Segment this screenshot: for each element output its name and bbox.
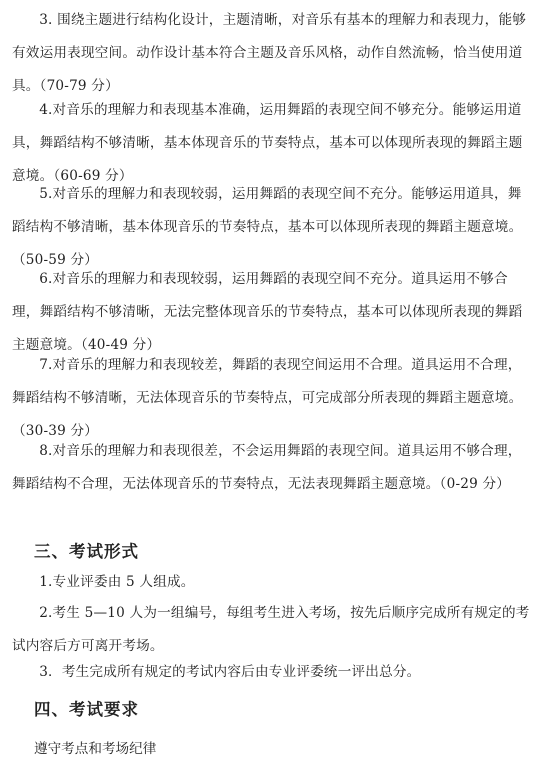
criterion-6: 6.对音乐的理解力和表现较弱，运用舞蹈的表现空间不充分。道具运用不够合理，舞蹈结构不够清晰，无法完整体现音乐的节奏特点，基本可以体现所表现的舞蹈主题意境。（40-49 分）	[12, 271, 523, 353]
exam-requirements-text: 遵守考点和考场纪律	[34, 741, 157, 757]
exam-format-item-1: 1.专业评委由 5 人组成。	[39, 574, 195, 590]
section-heading-exam-requirements: 四、考试要求	[34, 700, 139, 719]
criterion-8: 8.对音乐的理解力和表现很差，不会运用舞蹈的表现空间。道具运用不够合理，舞蹈结构不合理，无法体现音乐的节奏特点，无法表现舞蹈主题意境。（0-29 分）	[12, 443, 522, 492]
criterion-4: 4.对音乐的理解力和表现基本准确，运用舞蹈的表现空间不够充分。能够运用道具，舞蹈结构不够清晰，基本体现音乐的节奏特点，基本可以体现所表现的舞蹈主题意境。（60-69 分）	[12, 102, 523, 184]
section-heading-exam-format: 三、考试形式	[34, 542, 139, 561]
criterion-5: 5.对音乐的理解力和表现较弱，运用舞蹈的表现空间不充分。能够运用道具，舞蹈结构不够清晰，基本体现音乐的节奏特点，基本可以体现所表现的舞蹈主题意境。（50-59 分）	[12, 186, 523, 268]
exam-format-item-2: 2.考生 5—10 人为一组编号，每组考生进入考场，按先后顺序完成所有规定的考试内容后方可离开考场。	[12, 605, 530, 654]
criterion-7: 7.对音乐的理解力和表现较差，舞蹈的表现空间运用不合理。道具运用不合理，舞蹈结构不够清晰，无法体现音乐的节奏特点，可完成部分所表现的舞蹈主题意境。（30-39 分）	[12, 357, 523, 439]
criterion-3: 3. 围绕主题进行结构化设计，主题清晰，对音乐有基本的理解力和表现力，能够有效运用表现空间。动作设计基本符合主题及音乐风格，动作自然流畅，恰当使用道具。（70-79 分）	[12, 12, 527, 94]
exam-format-item-3: 3．考生完成所有规定的考试内容后由专业评委统一评出总分。	[39, 664, 421, 680]
